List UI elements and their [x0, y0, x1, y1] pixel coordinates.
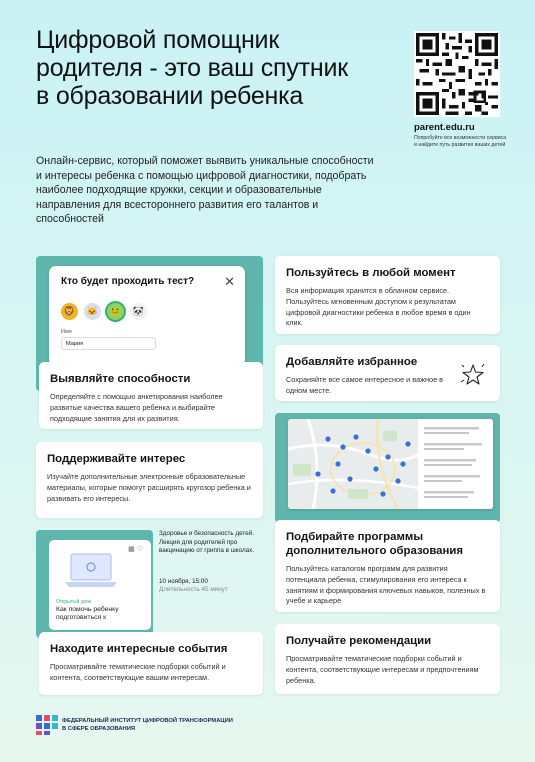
card-events — [39, 632, 263, 695]
laptop-icon — [61, 552, 121, 590]
card-text: Вся информация хранится в облачном сервисе. Пользуйтесь мгновенным доступом к результатам цифровой диагностики ребенка в любое время в один клик. — [286, 286, 471, 328]
name-label: Имя — [61, 329, 72, 335]
card-title: Поддерживайте интерес — [47, 453, 186, 465]
intro-text: Онлайн-сервис, который поможет выявить уникальные способности и интересы ребенка с помощью цифровой диагностики, подобрать наиболее подходящие кружки, секции и образовательные направления для всестороннего развития его талантов и способностей — [36, 155, 374, 226]
card-anytime — [275, 256, 500, 334]
map-illustration — [288, 419, 493, 509]
avatar-panda[interactable]: 🐼 — [130, 303, 147, 320]
event-side-title: Здоровье и безопасность детей. Лекция для родителей про вакцинацию от гриппа в школах. — [159, 530, 255, 554]
event-date: 10 ноября, 15:00 — [159, 577, 208, 585]
avatar-list — [61, 303, 233, 320]
close-icon[interactable]: ✕ — [224, 274, 235, 289]
footer-institute-name — [62, 718, 233, 733]
event-duration: Длительность 45 минут — [159, 586, 228, 593]
card-text: Пользуйтесь каталогом программ для развития потенциала ребенка, стимулирования его интереса к занятиям и формирования ключевых навыков, полезных в учебе и карьере — [286, 564, 486, 606]
test-dialog — [49, 266, 245, 366]
card-title: Находите интересные события — [50, 643, 228, 655]
card-text: Просматривайте тематические подборки событий и контента, соответствующие вашим интересам. — [50, 662, 226, 682]
calendar-icon[interactable]: ▦ ♡ — [128, 546, 143, 553]
avatar-lion[interactable]: 🦁 — [61, 303, 78, 320]
card-interest — [36, 442, 263, 518]
name-field[interactable]: Мария — [61, 337, 156, 350]
card-recommendations — [275, 624, 500, 694]
card-title: Пользуйтесь в любой момент — [286, 267, 456, 279]
card-title: Выявляйте способности — [50, 373, 191, 385]
card-programs — [275, 520, 500, 612]
card-title: Получайте рекомендации — [286, 635, 432, 647]
event-card[interactable] — [49, 540, 151, 630]
card-text: Сохраняйте все самое интересное и важное в одном месте. — [286, 375, 444, 395]
card-text: Определяйте с помощью анкетирования наиболее развитые качества вашего ребенка и выбирайте подходящие занятия для их развития. — [50, 392, 223, 423]
dialog-title: Кто будет проходить тест? — [61, 276, 195, 287]
programs-map[interactable] — [288, 419, 493, 509]
qr-caption: Попробуйте все возможности сервиса и найдите путь развития ваших детей — [414, 135, 507, 148]
avatar-frog[interactable]: 🐸 — [107, 303, 124, 320]
card-title: Добавляйте избранное — [286, 356, 418, 368]
event-side-info — [159, 530, 259, 595]
card-favorites — [275, 345, 500, 401]
footer-line-1: ФЕДЕРАЛЬНЫЙ ИНСТИТУТ ЦИФРОВОЙ ТРАНСФОРМАЦИИ — [62, 718, 233, 724]
event-tag: Открытый урок — [56, 599, 91, 605]
sparkle-star-icon — [460, 362, 486, 386]
qr-url[interactable]: parent.edu.ru — [414, 122, 475, 133]
card-text: Изучайте дополнительные электронные образовательные материалы, которые помогут расширять кругозор ребенка и развивать его интересы. — [47, 472, 251, 503]
card-text: Просматривайте тематические подборки событий и контента, соответствующие интересам и предпочтениям ребенка. — [286, 654, 479, 685]
qr-code — [414, 31, 500, 117]
avatar-cat[interactable]: 🐱 — [84, 303, 101, 320]
card-title: Подбирайте программы дополнительного образования — [286, 531, 464, 557]
card-abilities — [39, 362, 263, 429]
page-title: Цифровой помощник родителя - это ваш спутник в образовании ребенка — [36, 26, 349, 110]
institute-logo-icon — [36, 715, 58, 735]
event-card-title: Как помочь ребенку подготовиться к — [56, 606, 119, 621]
footer-line-2: В СФЕРЕ ОБРАЗОВАНИЯ — [62, 725, 136, 732]
